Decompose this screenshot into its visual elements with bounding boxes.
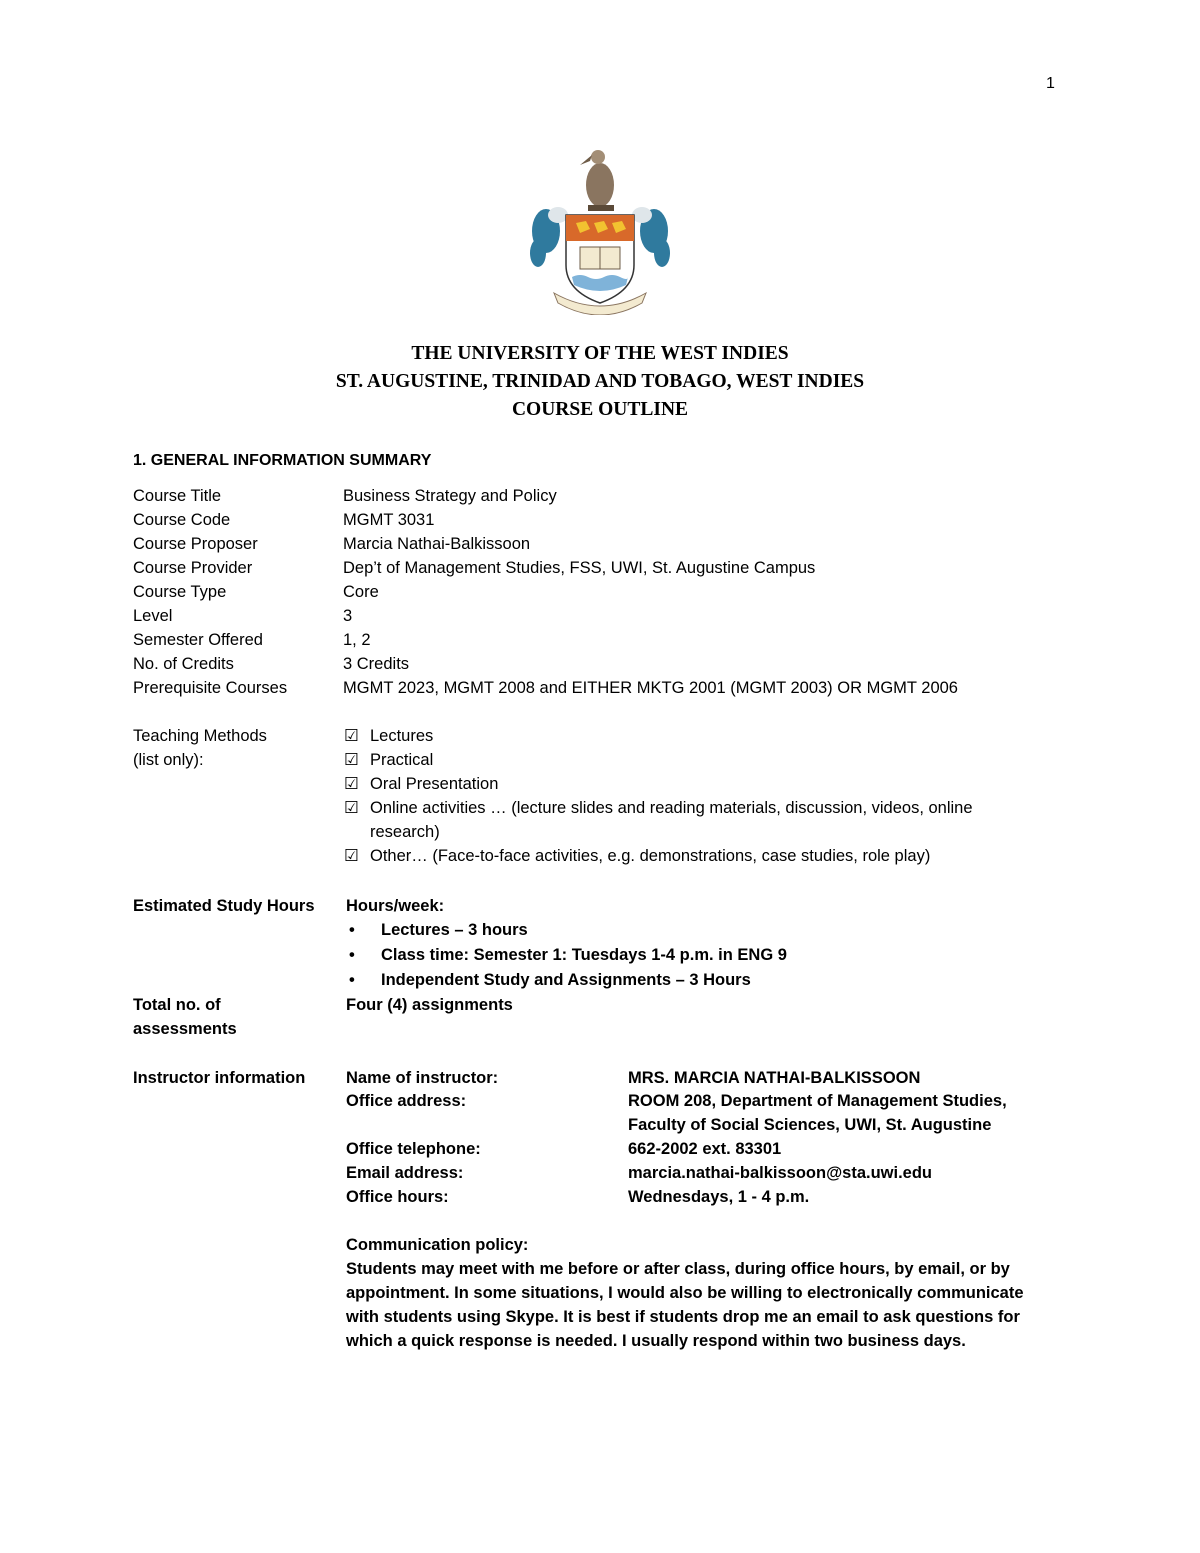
teaching-method-text: Other… (Face-to-face activities, e.g. demonstrations, case studies, role play)	[370, 847, 931, 865]
office-address-line1: ROOM 208, Department of Management Studies,	[628, 1092, 1007, 1110]
instructor-email: marcia.nathai-balkissoon@sta.uwi.edu	[628, 1164, 933, 1182]
info-label: Course Type	[133, 583, 227, 601]
info-label: No. of Credits	[133, 655, 234, 673]
teaching-method-item	[344, 772, 1044, 796]
info-value: 3 Credits	[343, 655, 410, 673]
instructor-field-key: Name of instructor:	[346, 1069, 499, 1087]
checkbox-checked-icon: ☑	[344, 847, 359, 865]
study-hours-content	[346, 894, 1046, 993]
info-label: Level	[133, 607, 173, 625]
campus-location: ST. AUGUSTINE, TRINIDAD AND TOBAGO, WEST INDIES	[335, 371, 865, 392]
instructor-phone: 662-2002 ext. 83301	[628, 1140, 782, 1158]
teaching-method-text: Online activities … (lecture slides and reading materials, discussion, videos, online research)	[370, 799, 973, 841]
instructor-field-key: Office address:	[346, 1092, 467, 1110]
info-value: Business Strategy and Policy	[343, 487, 557, 505]
list-item: • Independent Study and Assignments – 3 Hours	[346, 968, 1046, 993]
info-value: Core	[343, 583, 379, 601]
assessments-label-line2: assessments	[133, 1020, 237, 1038]
info-value: MGMT 2023, MGMT 2008 and EITHER MKTG 2001 (MGMT 2003) OR MGMT 2006	[343, 679, 958, 697]
info-label: Semester Offered	[133, 631, 263, 649]
section-heading-general-info: 1. GENERAL INFORMATION SUMMARY	[133, 452, 432, 469]
info-label: Course Proposer	[133, 535, 258, 553]
instructor-hours-row	[346, 1185, 1066, 1209]
instructor-name-row	[346, 1066, 1066, 1090]
instructor-email-row	[346, 1161, 1066, 1185]
info-value: 1, 2	[343, 631, 371, 649]
instructor-name: MRS. MARCIA NATHAI-BALKISSOON	[628, 1069, 921, 1087]
teaching-method-text: Oral Presentation	[370, 775, 499, 793]
info-value: Dep’t of Management Studies, FSS, UWI, St. Augustine Campus	[343, 559, 816, 577]
info-value: MGMT 3031	[343, 511, 435, 529]
communication-policy-text: Students may meet with me before or after class, during office hours, by email, or by appointment. In some situations, I would also be willing to electronically communicate with students using Skype. It is best if students drop me an email to ask questions for which a quick response is needed. I usually respond within two business days.	[346, 1260, 1024, 1350]
teaching-methods-label	[133, 724, 338, 772]
checkbox-checked-icon: ☑	[344, 727, 359, 745]
info-value: 3	[343, 607, 353, 625]
assessments-value: Four (4) assignments	[346, 996, 513, 1014]
checkbox-checked-icon: ☑	[344, 799, 359, 817]
teaching-methods-list	[344, 724, 1044, 868]
assessments-label	[133, 993, 338, 1041]
university-name: THE UNIVERSITY OF THE WEST INDIES	[411, 343, 789, 364]
study-hours-heading: Hours/week:	[346, 897, 445, 915]
assessments-label-line1: Total no. of	[133, 996, 221, 1014]
teaching-method-text: Practical	[370, 751, 434, 769]
checkbox-checked-icon: ☑	[344, 775, 359, 793]
instructor-field-key: Office telephone:	[346, 1140, 481, 1158]
study-hours-label: Estimated Study Hours	[133, 897, 315, 915]
teaching-label-line1: Teaching Methods	[133, 727, 267, 745]
info-label: Course Provider	[133, 559, 253, 577]
info-label: Prerequisite Courses	[133, 679, 288, 697]
instructor-office-hours: Wednesdays, 1 - 4 p.m.	[628, 1188, 810, 1206]
instructor-office-address	[628, 1089, 1048, 1137]
list-item: • Class time: Semester 1: Tuesdays 1-4 p.m. in ENG 9	[346, 943, 1046, 968]
document-title-block	[0, 340, 1200, 424]
list-item: • Lectures – 3 hours	[346, 918, 1046, 943]
pelican-figure	[580, 150, 614, 211]
teaching-method-item	[344, 796, 1030, 844]
instructor-field-key: Office hours:	[346, 1188, 449, 1206]
checkbox-checked-icon: ☑	[344, 751, 359, 769]
page-number: 1	[1046, 75, 1055, 92]
instructor-field-key: Email address:	[346, 1164, 464, 1182]
teaching-method-text: Lectures	[370, 727, 434, 745]
office-address-line2: Faculty of Social Sciences, UWI, St. Augustine	[628, 1116, 992, 1134]
instructor-phone-row	[346, 1137, 1066, 1161]
crest-shield	[566, 215, 634, 303]
communication-policy-heading: Communication policy:	[346, 1236, 529, 1254]
communication-policy	[346, 1233, 1056, 1353]
instructor-office-row	[346, 1089, 1066, 1137]
info-value: Marcia Nathai-Balkissoon	[343, 535, 531, 553]
teaching-method-item	[344, 844, 1044, 868]
teaching-label-line2: (list only):	[133, 751, 204, 769]
instructor-info-label: Instructor information	[133, 1069, 306, 1087]
teaching-method-item	[344, 748, 1044, 772]
document-type: COURSE OUTLINE	[511, 399, 689, 420]
university-crest-logo	[528, 143, 672, 315]
teaching-method-item	[344, 724, 1044, 748]
info-label: Course Title	[133, 487, 222, 505]
study-hours-list	[346, 918, 1046, 993]
info-label: Course Code	[133, 511, 231, 529]
